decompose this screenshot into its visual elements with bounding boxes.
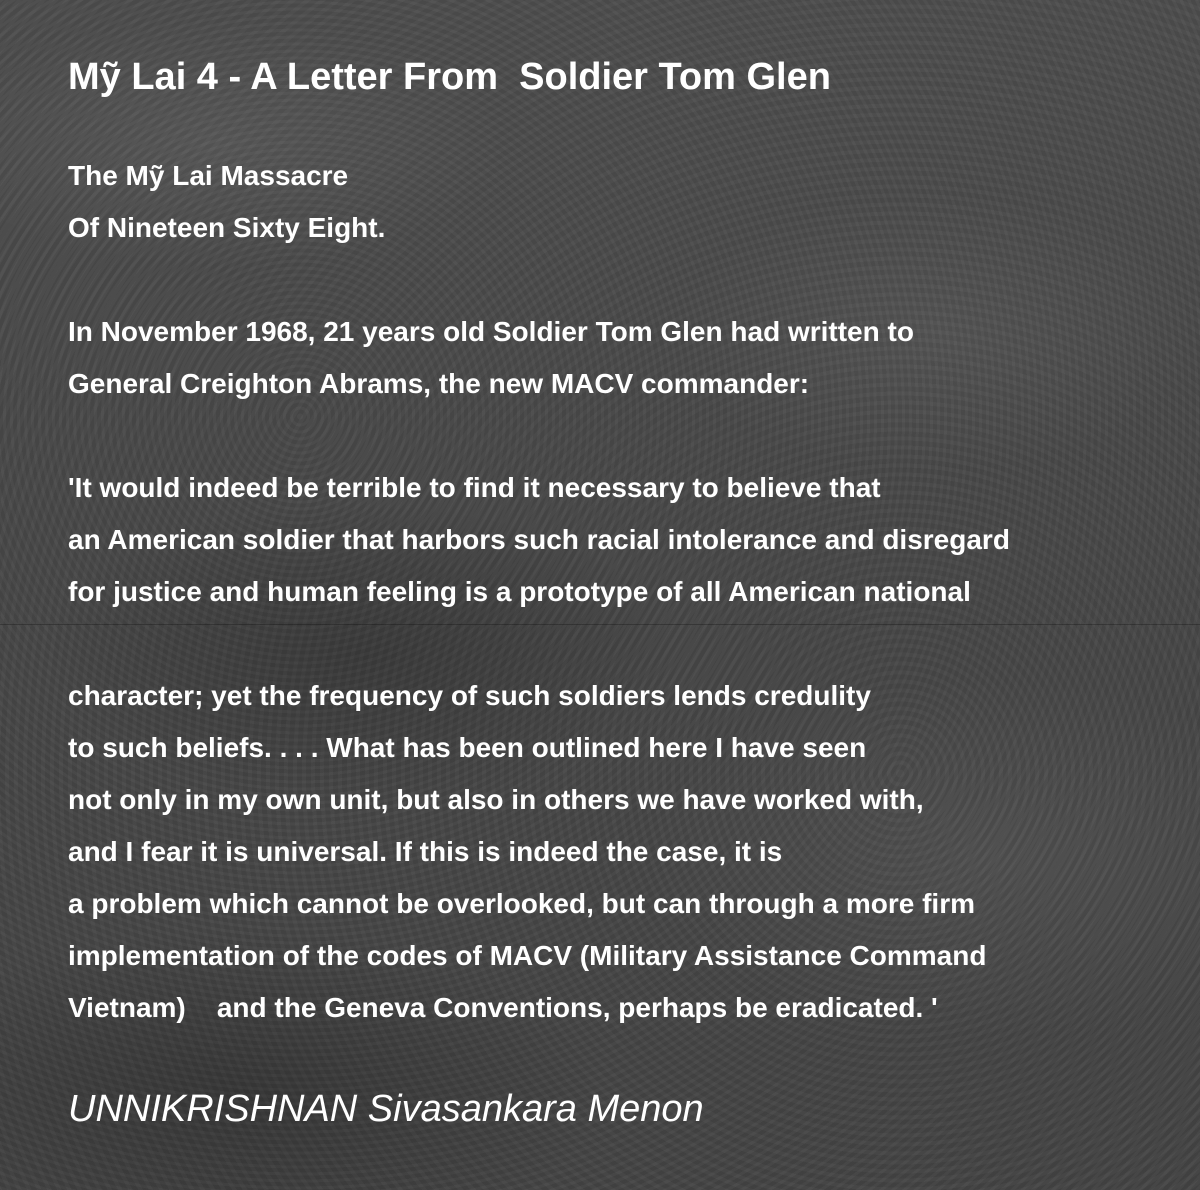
poem-line: to such beliefs. . . . What has been outlined here I have seen [68,732,867,763]
poem-line: Of Nineteen Sixty Eight. [68,212,386,243]
poem-line: Vietnam) and the Geneva Conventions, perhaps be eradicated. ' [68,992,938,1023]
poem-line: an American soldier that harbors such racial intolerance and disregard [68,524,1010,555]
stanza-1 [68,150,385,254]
background-divider [0,624,1200,625]
poem-author: UNNIKRISHNAN Sivasankara Menon [68,1088,704,1130]
poem-line: General Creighton Abrams, the new MACV commander: [68,368,810,399]
poem-line: implementation of the codes of MACV (Military Assistance Command [68,940,987,971]
poem-line: for justice and human feeling is a prototype of all American national [68,576,971,607]
poem-line: The Mỹ Lai Massacre [68,160,349,191]
poem-line: and I fear it is universal. If this is indeed the case, it is [68,836,783,867]
poem-line: a problem which cannot be overlooked, but can through a more firm [68,888,976,919]
poem-title: Mỹ Lai 4 - A Letter From Soldier Tom Glen [68,56,831,98]
stanza-4 [68,670,986,1034]
poem-line: In November 1968, 21 years old Soldier Tom Glen had written to [68,316,914,347]
poem-line: not only in my own unit, but also in others we have worked with, [68,784,924,815]
poem-line: character; yet the frequency of such soldiers lends credulity [68,680,871,711]
stanza-3 [68,462,1010,618]
stanza-2 [68,306,914,410]
poem-line: 'It would indeed be terrible to find it necessary to believe that [68,472,881,503]
